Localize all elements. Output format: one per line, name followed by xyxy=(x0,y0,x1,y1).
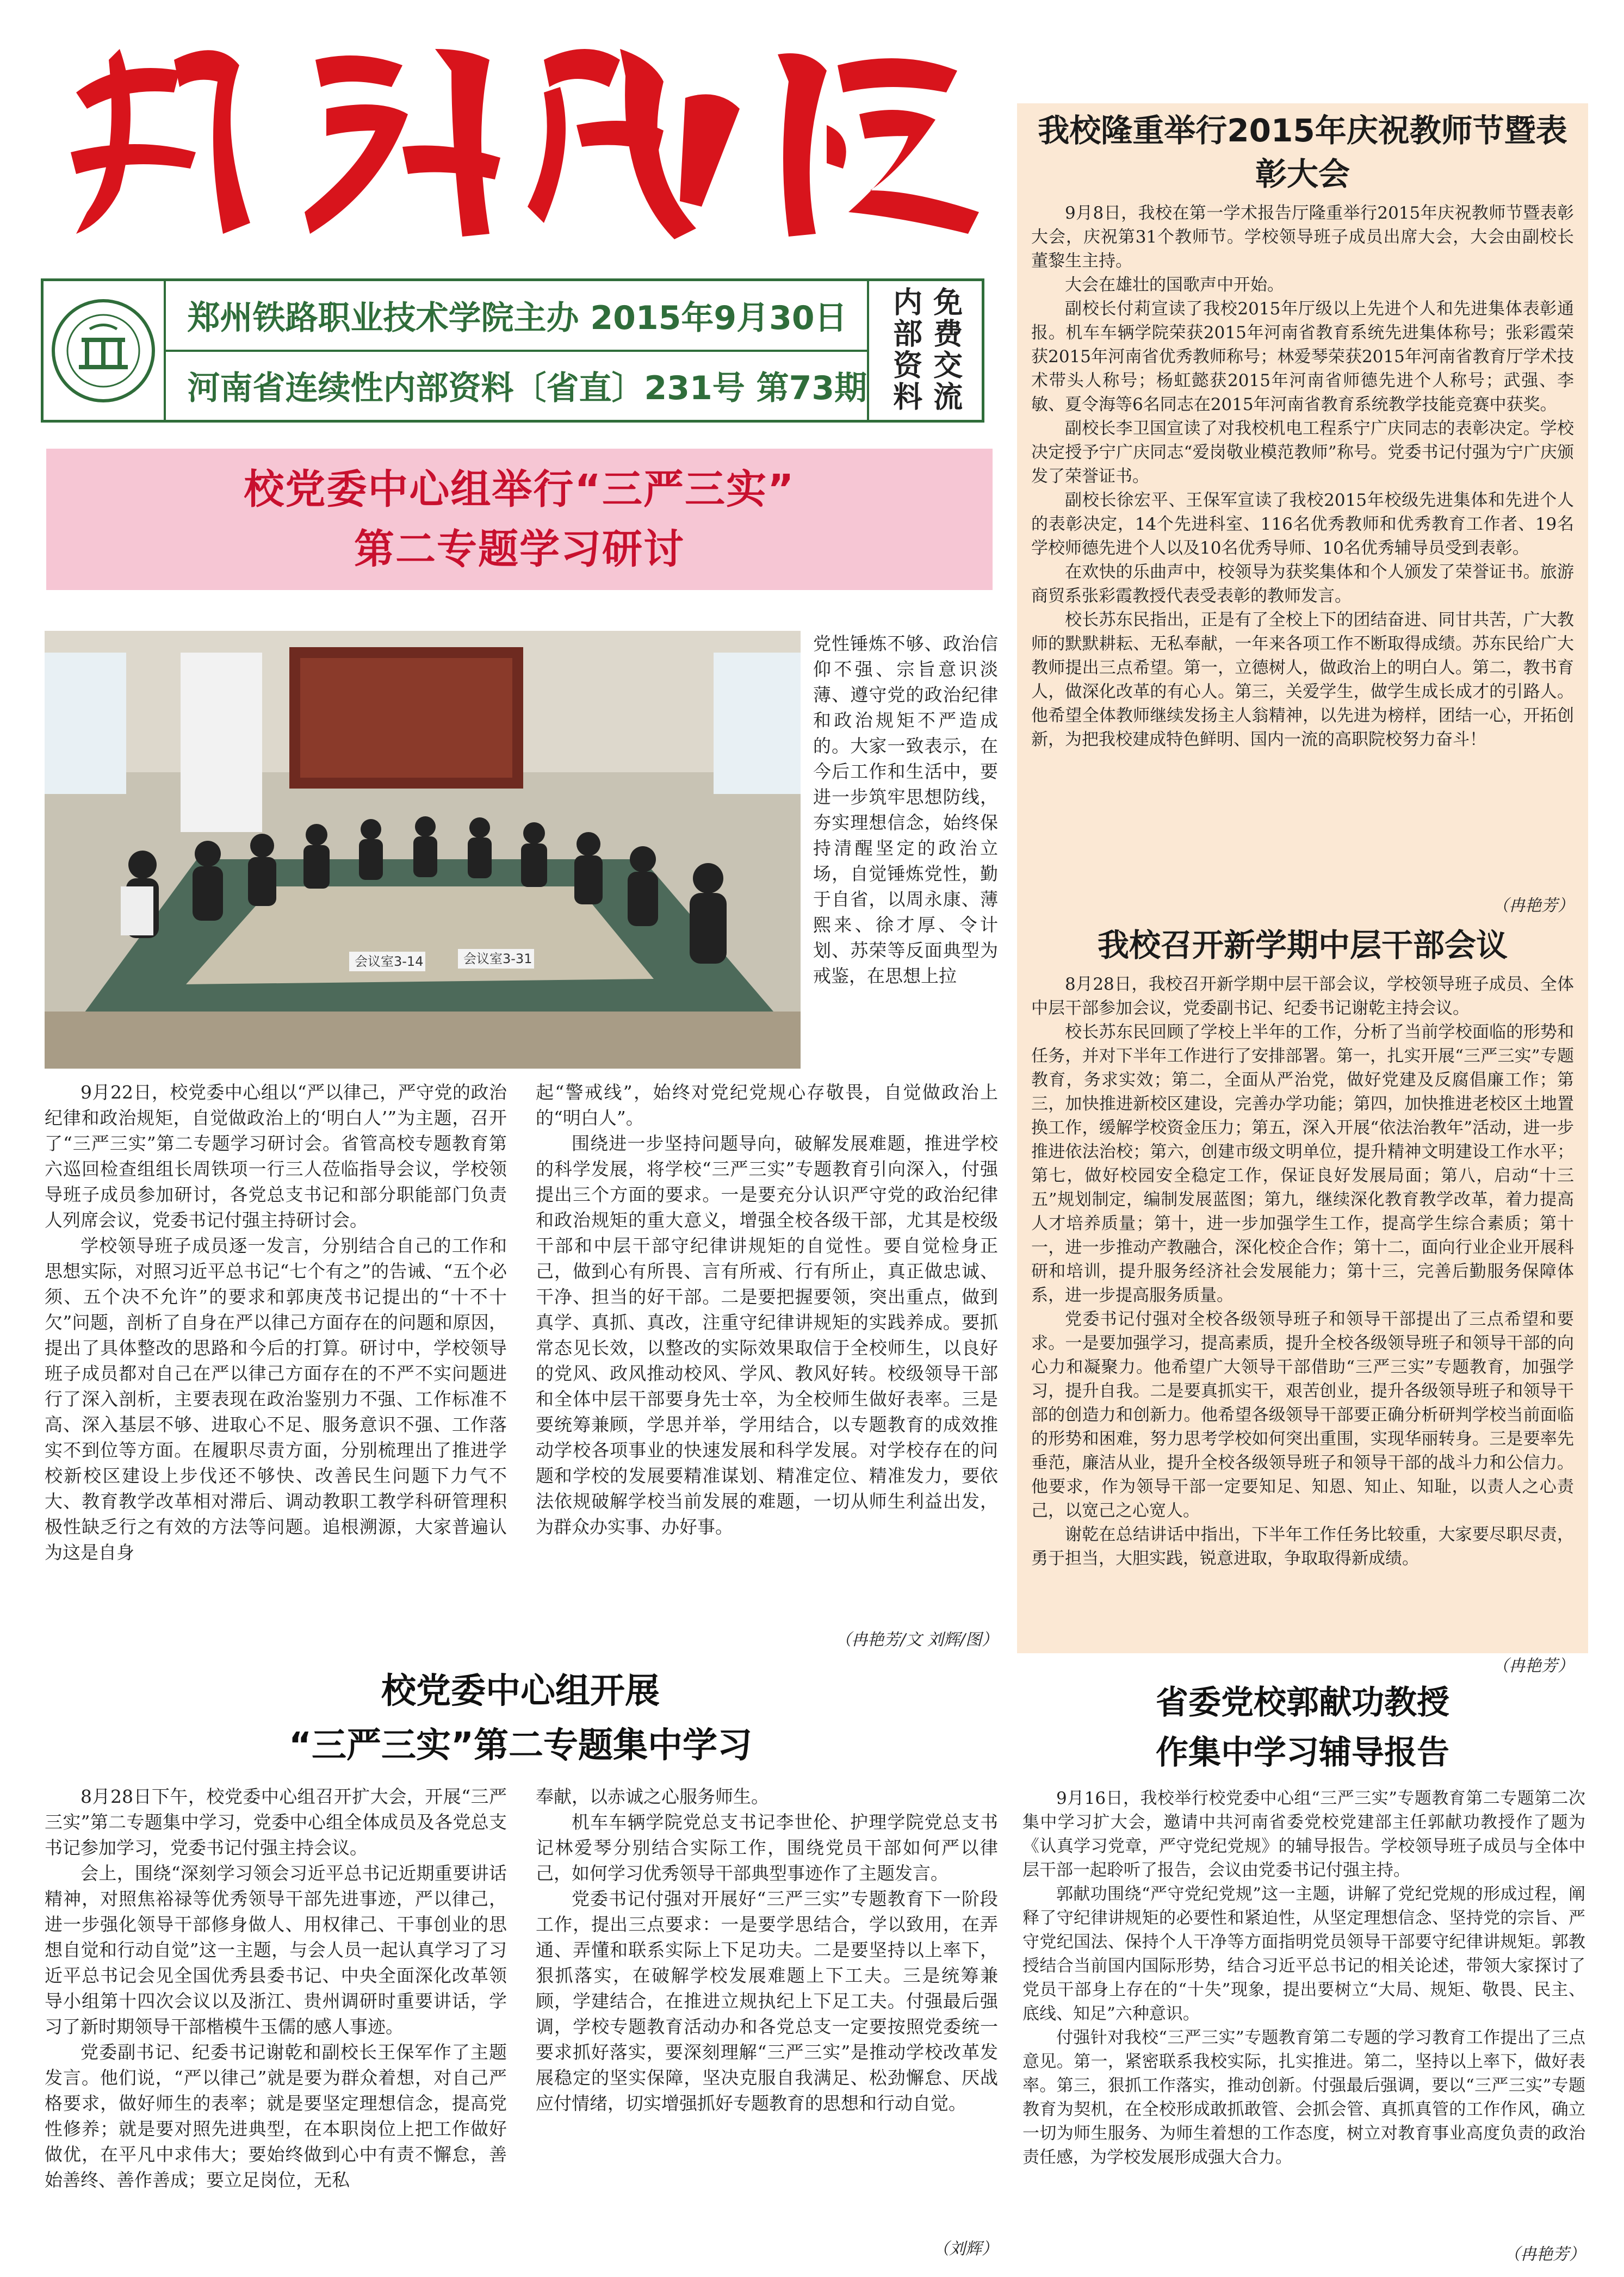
article1-paragraph: 学校领导班子成员逐一发言，分别结合自己的工作和思想实际，对照习近平总书记“七个有之”的告诫、“五个必须、五个决不允许”的要求和郭庚茂书记提出的“十不十欠”问题，剖析了自身在严以律己方面存在的问题和原因，提出了具体整改的思路和今后的打算。研讨中，学校领导班子成员都对自己在严以律己方面存在的不严不实问题进行了深入剖析，主要表现在政治鉴别力不强、工作标准不高、深入基层不够、进取心不足、服务意识不强、工作落实不到位等方面。在履职尽责方面，分别梳理出了推进学校新校区建设上步伐还不够快、改善民生问题下力气不大、教育教学改革相对滞后、调动教职工教学科研管理积极性缺乏行之有效的方法等问题。追根溯源，大家普遍认为这是自身 xyxy=(45,1235,507,1563)
masthead-calligraphy xyxy=(54,27,1001,245)
registration-issue: 河南省连续性内部资料〔省直〕231号 第73期 xyxy=(166,350,867,420)
article5-headline xyxy=(1017,1678,1588,1778)
article1-side-column xyxy=(813,631,998,1069)
photo-sign-a: 会议室3-14 xyxy=(355,954,424,969)
article1-side-text: 党性锤炼不够、政治信仰不强、宗旨意识淡薄、遵守党的政治纪律和政治规矩不严造成的。大家一致表示，在今后工作和生活中，要进一步筑牢思想防线，夯实理想信念，始终保持清醒坚定的政治立场，自觉锤炼党性，勤于自省，以周永康、薄熙来、徐才厚、令计划、苏荣等反面典型为戒鉴，在思想上拉 xyxy=(813,633,998,987)
article4-paragraph: 会上，围绕“深刻学习领会习近平总书记近期重要讲话精神，对照焦裕禄等优秀领导干部先进事迹，严以律己，进一步强化领导干部修身做人、用权律己、干事创业的思想自觉和行动自觉”这一主题，与会人员一起认真学习了习近平总书记会见全国优秀县委书记、中央全面深化改革领导小组第十四次会议以及浙江、贵州调研时重要讲话，学习了新时期领导干部楷模牛玉儒的感人事迹。 xyxy=(45,1863,507,2037)
masthead-title xyxy=(54,27,1001,245)
article4-paragraph: 机车车辆学院党总支书记李世伦、护理学院党总支书记林爱琴分别结合实际工作，围绕党员干部如何严以律己，如何学习优秀领导干部典型事迹作了主题发言。 xyxy=(536,1811,998,1884)
school-logo xyxy=(44,281,166,420)
article2-title: 我校隆重举行2015年庆祝教师节暨表彰大会 xyxy=(1038,112,1567,193)
article1-headline xyxy=(46,449,993,590)
article2-paragraph: 大会在雄壮的国歌声中开始。 xyxy=(1065,275,1284,295)
article5-paragraph: 付强针对我校“三严三实”专题教育第二专题的学习教育工作提出了三点意见。第一，紧密联系我校实际，扎实推进。第二，坚持以上率下，做好表率。第三，狠抓工作落实，推动创新。付强最后强调，要以“三严三实”专题教育为契机，在全校形成敢抓敢管、会抓会管、真抓真管的工作作风，确立一切为师生服务、为师生着想的工作态度，树立对教育事业高度负责的政治责任感，为学校发展形成强大合力。 xyxy=(1022,2028,1585,2167)
article4-paragraph: 党委书记付强对开展好“三严三实”专题教育下一阶段工作，提出三点要求：一是要学思结合，学以致用，在弄通、弄懂和联系实际上下足功夫。二是要坚持以上率下，狠抓落实，在破解学校发展难题上下工夫。三是统筹兼顾，学建结合，在推进立规执纪上下足工夫。付强最后强调，学校专题教育活动办和各党总支一定要按照党委统一要求抓好落实，要深刻理解“三严三实”是推动学校改革发展稳定的坚实保障，坚决克服自我满足、松劲懈怠、厌战应付情绪，切实增强抓好专题教育的思想和行动自觉。 xyxy=(536,1888,998,2114)
article4-column1 xyxy=(45,1784,507,2262)
article4-headline xyxy=(45,1664,996,1773)
article4-column2 xyxy=(536,1784,998,2230)
article3-paragraph: 8月28日，我校召开新学期中层干部会议，学校领导班子成员、全体中层干部参加会议，党委副书记、纪委书记谢乾主持会议。 xyxy=(1031,975,1574,1018)
article5-paragraph: 郭献功围绕“严守党纪党规”这一主题，讲解了党纪党规的形成过程，阐释了守纪律讲规矩的必要性和紧迫性，从坚定理想信念、坚持党的宗旨、严守党纪国法、保持个人干净等方面指明党员领导干部要守纪律讲规矩。郭教授结合当前国内国际形势，结合习近平总书记的相关论述，带领大家探讨了党员干部身上存在的“十失”现象，提出要树立“大局、规矩、敬畏、民主、底线、知足”六种意识。 xyxy=(1022,1884,1585,2024)
photo-sign-b: 会议室3-31 xyxy=(463,951,532,966)
meeting-photo xyxy=(45,631,801,1069)
article5-paragraph: 9月16日，我校举行校党委中心组“三严三实”专题教育第二专题第二次集中学习扩大会，邀请中共河南省委党校党建部主任郭献功教授作了题为《认真学习党章，严守党纪党规》的辅导报告。学校领导班子成员与全体中层干部一起聆听了报告，会议由党委书记付强主持。 xyxy=(1022,1789,1585,1880)
publisher-date: 郑州铁路职业技术学院主办 2015年9月30日 xyxy=(187,299,847,337)
article2-paragraph: 9月8日，我校在第一学术报告厅隆重举行2015年庆祝教师节暨表彰大会，庆祝第31个教师节。学校领导班子成员出席大会，大会由副校长董黎生主持。 xyxy=(1031,203,1574,271)
article3-paragraph: 校长苏东民回顾了学校上半年的工作，分析了当前学校面临的形势和任务，并对下半年工作进行了安排部署。第一，扎实开展“三严三实”专题教育，务求实效；第二，全面从严治党，做好党建及反腐倡廉工作；第三，加快推进新校区建设，完善办学功能；第四，加快推进老校区土地置换工作，缓解学校资金压力；第五，深入开展“依法治教年”活动，进一步推进依法治校；第六，创建市级文明单位，提升精神文明建设工作水平；第七，做好校园安全稳定工作，保证良好发展局面；第八，启动“十三五”规划制定，编制发展蓝图；第九，继续深化教育教学改革，着力提高人才培养质量；第十，进一步加强学生工作，提高学生综合素质；第十一，进一步推动产教融合，深化校企合作；第十二，面向行业企业开展科研和培训，提升服务经济社会发展能力；第十三，完善后勤服务保障体系，进一步提高服务质量。 xyxy=(1031,1022,1574,1305)
article1-paragraph: 围绕进一步坚持问题导向，破解发展难题，推进学校的科学发展，将学校“三严三实”专题教育引向深入，付强提出三个方面的要求。一是要充分认识严守党的政治纪律和政治规矩的重大意义，增强全校各级干部，尤其是校级干部和中层干部守纪律讲规矩的自觉性。要自觉检身正己，做到心有所畏、言有所戒、行有所止，真正做忠诚、干净、担当的好干部。二是要把握要领，突出重点，做到真学、真抓、真改，注重守纪律讲规矩的实践养成。要抓常态见长效，以整改的实际效果取信于全校师生，以良好的党风、政风推动校风、学风、教风好转。校级领导干部和全体中层干部要身先士卒，为全校师生做好表率。三是要统筹兼顾，学思并举，学用结合，以专题教育的成效推动学校各项事业的快速发展和科学发展。对学校存在的问题和学校的发展要精准谋划、精准定位、精准发力，要依法依规破解学校当前发展的难题，一切从师生利益出发，为群众办实事、办好事。 xyxy=(536,1133,998,1537)
note-free: 免费交流 xyxy=(928,287,963,413)
publication-info-box xyxy=(41,278,984,423)
article5-body xyxy=(1022,1786,1585,2238)
article3-body xyxy=(1031,972,1574,1652)
article4-paragraph: 奉献，以赤诚之心服务师生。 xyxy=(536,1786,769,1807)
article5-credit: （冉艳芳） xyxy=(1504,2245,1585,2264)
article2-paragraph: 副校长徐宏平、王保军宣读了我校2015年校级先进集体和先进个人的表彰决定，14个先进科室、116名优秀教师和优秀教育工作者、19名学校师德先进个人以及10名优秀导师、10名优秀辅导员受到表彰。 xyxy=(1031,491,1574,558)
article5-title-line1: 省委党校郭献功教授 xyxy=(1156,1684,1449,1722)
article2-paragraph: 在欢快的乐曲声中，校领导为获奖集体和个人颁发了荣誉证书。旅游商贸系张彩霞教授代表受表彰的教师发言。 xyxy=(1031,562,1574,606)
article3-paragraph: 党委书记付强对全校各级领导班子和领导干部提出了三点希望和要求。一是要加强学习，提高素质，提升全校各级领导班子和领导干部的向心力和凝聚力。他希望广大领导干部借助“三严三实”专题教育，加强学习，提升自我。二是要真抓实干，艰苦创业，提升各级领导班子和领导干部的创造力和创新力。他希望各级领导干部要正确分析研判学校当前面临的形势和困难，努力思考学校如何突出重围，实现华丽转身。三是要率先垂范，廉洁从业，提升全校各级领导班子和领导干部的战斗力和公信力。他要求，作为领导干部一定要知足、知恩、知止、知耻，以责人之心责己，以宽己之心宽人。 xyxy=(1031,1310,1574,1521)
article4-title-line2: “三严三实”第二专题集中学习 xyxy=(288,1726,753,1766)
article4-paragraph: 党委副书记、纪委书记谢乾和副校长王保军作了主题发言。他们说，“严以律己”就是要为群众着想，对自己严格要求，做好师生的表率；就是要坚定理想信念，提高党性修养；就是要对照先进典型，在本职岗位上把工作做好做优，在平凡中求伟大；要始终做到心中有责不懈怠，善始善终、善作善成；要立足岗位，无私 xyxy=(45,2042,507,2191)
meeting-photo-image xyxy=(45,631,801,1069)
article3-paragraph: 谢乾在总结讲话中指出，下半年工作任务比较重，大家要尽职尽责，勇于担当，大胆实践，锐意进取，争取取得新成绩。 xyxy=(1031,1525,1574,1568)
note-internal: 内部资料 xyxy=(888,287,923,413)
article2-paragraph: 副校长李卫国宣读了对我校机电工程系宁广庆同志的表彰决定。学校决定授予宁广庆同志“爱岗敬业模范教师”称号。党委书记付强为宁广庆颁发了荣誉证书。 xyxy=(1031,419,1574,486)
article1-column1 xyxy=(45,1079,507,1651)
article4-paragraph: 8月28日下午，校党委中心组召开扩大会，开展“三严三实”第二专题集中学习，党委中心组全体成员及各党总支书记参加学习，党委书记付强主持会议。 xyxy=(45,1786,507,1858)
article1-column2 xyxy=(536,1079,998,1623)
article3-title: 我校召开新学期中层干部会议 xyxy=(1097,927,1508,964)
right-feature-column xyxy=(1017,103,1588,1676)
article1-title-line1: 校党委中心组举行“三严三实” xyxy=(244,466,795,513)
article1-title-line2: 第二专题学习研讨 xyxy=(354,526,685,573)
article4-title-line1: 校党委中心组开展 xyxy=(381,1671,660,1711)
article1-paragraph: 起“警戒线”，始终对党纪党规心存敬畏，自觉做政治上的“明白人”。 xyxy=(536,1082,998,1128)
article2-credit: （冉艳芳） xyxy=(1492,896,1574,915)
school-emblem-icon xyxy=(49,296,158,405)
publication-note xyxy=(867,281,982,420)
article2-paragraph: 副校长付莉宣读了我校2015年厅级以上先进个人和先进集体表彰通报。机车车辆学院荣获2015年河南省教育系统先进集体称号；张彩霞荣获2015年河南省优秀教师称号；林爱琴荣获2015年河南省教育厅学术技术带头人称号；杨虹懿获2015年河南省师德先进个人称号；武强、李敏、夏令海等6名同志在2015年河南省教育系统教学技能竞赛中获奖。 xyxy=(1031,299,1574,414)
article1-credit: （冉艳芳/文 刘辉/图） xyxy=(835,1630,998,1649)
article1-paragraph: 9月22日，校党委中心组以“严以律己，严守党的政治纪律和政治规矩，自觉做政治上的‘明白人’”为主题，召开了“三严三实”第二专题学习研讨会。省管高校专题教育第六巡回检查组组长周铁项一行三人莅临指导会议，学校领导班子成员参加研讨，各党总支书记和部分职能部门负责人列席会议，党委书记付强主持研讨会。 xyxy=(45,1082,507,1231)
article4-credit: （刘辉） xyxy=(933,2239,998,2259)
article5-title-line2: 作集中学习辅导报告 xyxy=(1156,1734,1449,1772)
article3-credit: （冉艳芳） xyxy=(1492,1656,1574,1676)
article2-body xyxy=(1031,201,1574,892)
article2-paragraph: 校长苏东民指出，正是有了全校上下的团结奋进、同甘共苦，广大教师的默默耕耘、无私奉献，一年来各项工作不断取得成绩。苏东民给广大教师提出三点希望。第一，立德树人，做政治上的明白人。第二，教书育人，做深化改革的有心人。第三，关爱学生，做学生成长成才的引路人。他希望全体教师继续发扬主人翁精神，以先进为榜样，团结一心，开拓创新，为把我校建成特色鲜明、国内一流的高职院校努力奋斗！ xyxy=(1031,610,1574,749)
